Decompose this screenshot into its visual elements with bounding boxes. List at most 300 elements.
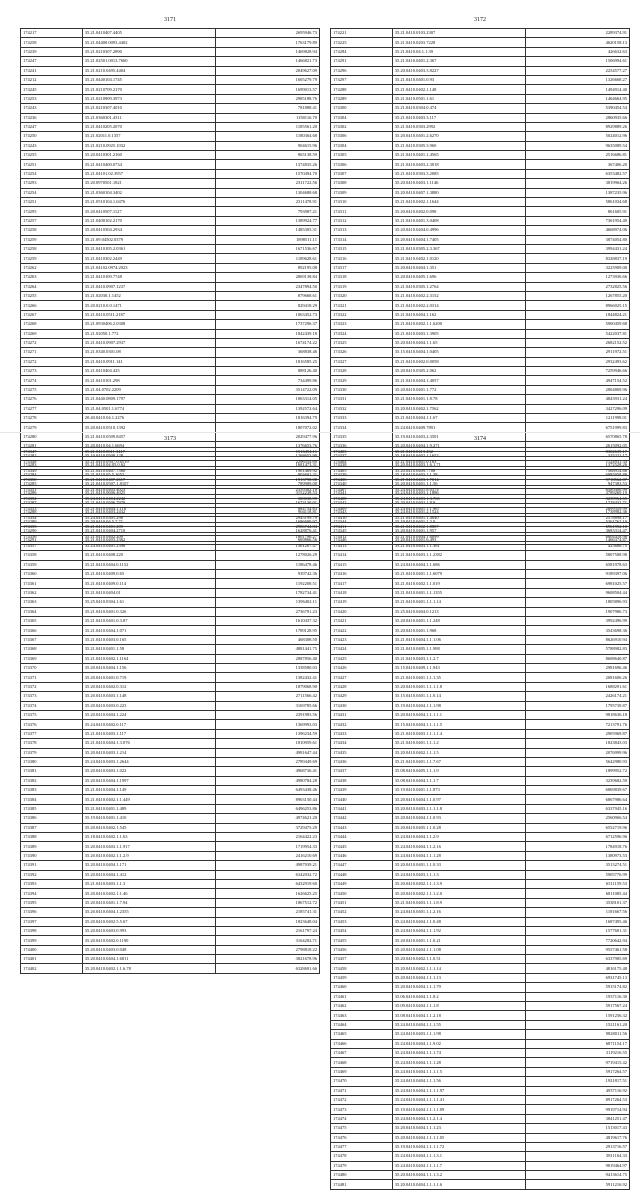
table-row xyxy=(331,132,630,141)
row-amount-cell: 1591256.32 xyxy=(525,1011,629,1020)
row-code-cell: 35.19.0410.0404.1.1.1.1.72 xyxy=(392,1142,525,1151)
table-row xyxy=(21,654,320,663)
row-code-cell: 35.20.0410.0404.0.4996 xyxy=(392,226,525,235)
row-amount-cell: 9608504.44 xyxy=(525,588,629,597)
row-amount-cell: 6496253.86 xyxy=(215,804,319,813)
row-amount-cell: 6353482.57 xyxy=(525,169,629,178)
row-code-cell: 35.21.0410.04.1.1.39 xyxy=(392,47,525,56)
row-id-cell: 174281 xyxy=(21,442,83,451)
row-code-cell: 35.21.0410.0401.1.8.78 xyxy=(392,395,525,404)
row-amount-cell: 5642980.93 xyxy=(525,757,629,766)
row-code-cell: 35.21.0410404.425 xyxy=(82,367,215,376)
row-code-cell: 35.21.0410.0401.1.1.1.14 xyxy=(392,598,525,607)
row-code-cell: 35.21.0410105.2.0361 xyxy=(82,244,215,253)
table-row xyxy=(331,179,630,188)
row-code-cell: 35.21.0410.0403.2432 xyxy=(82,507,215,516)
row-code-cell: 35.24.0410.0404.2242 xyxy=(82,494,215,503)
row-amount-cell: 1844824.21 xyxy=(525,310,629,319)
row-code-cell: 35.20.0410507.1127 xyxy=(82,207,215,216)
table-row xyxy=(331,448,630,457)
row-amount-cell: 5390454.54 xyxy=(525,104,629,113)
row-code-cell: 35.20.0410.0403.1.148 xyxy=(82,692,215,701)
row-code-cell: 35.20.0410.0401.1.1.0.21 xyxy=(392,936,525,945)
table-row xyxy=(331,955,630,964)
row-id-cell: 174473 xyxy=(331,1105,393,1114)
row-code-cell: 35.20.0410.0403.1.1146 xyxy=(392,179,525,188)
row-code-cell: 35.20.0410.0402.0.1190 xyxy=(82,936,215,945)
row-id-cell: 174386 xyxy=(21,814,83,823)
row-id-cell: 174273 xyxy=(21,367,83,376)
table-row xyxy=(331,1171,630,1180)
row-id-cell: 174357 xyxy=(21,541,83,550)
row-id-cell: 174352 xyxy=(21,494,83,503)
table-row xyxy=(331,122,630,131)
row-code-cell: 35.24.0410.0404.1.1.1.1.41 xyxy=(392,1095,525,1104)
row-id-cell: 174454 xyxy=(331,926,393,935)
row-code-cell: 35.21.0410.0404.2710 xyxy=(82,526,215,535)
table-row xyxy=(331,635,630,644)
row-amount-cell: 4819617.76 xyxy=(525,1133,629,1142)
row-id-cell: 174262 xyxy=(21,263,83,272)
row-amount-cell: 2311478.91 xyxy=(215,198,319,207)
row-id-cell: 174481 xyxy=(331,1180,393,1189)
row-amount-cell: 1464664.95 xyxy=(525,94,629,103)
row-code-cell: 35.21.0410.0403.2.3018 xyxy=(392,160,525,169)
row-id-cell: 174467 xyxy=(331,1049,393,1058)
table-row xyxy=(21,833,320,842)
row-amount-cell: 5917567.24 xyxy=(525,1002,629,1011)
row-amount-cell: 1267855.20 xyxy=(525,291,629,300)
row-amount-cell: 2049627.09 xyxy=(215,66,319,75)
row-id-cell: 174335 xyxy=(331,432,393,441)
table-row xyxy=(331,160,630,169)
row-id-cell: 174402 xyxy=(21,964,83,973)
row-amount-cell: 2391983.56 xyxy=(215,710,319,719)
row-code-cell: 35.21.0410.0401.1.1.7.67 xyxy=(392,757,525,766)
row-id-cell: 174391 xyxy=(21,861,83,870)
row-amount-cell: 7568914.66 xyxy=(525,466,629,475)
table-row xyxy=(331,1077,630,1086)
row-id-cell: 174384 xyxy=(21,795,83,804)
row-id-cell: 174247 xyxy=(21,57,83,66)
row-amount-cell: 8966025.15 xyxy=(525,301,629,310)
row-amount-cell: 2254577.27 xyxy=(525,66,629,75)
table-row xyxy=(331,1002,630,1011)
row-code-cell: 35.21.0410.0404.1.116 xyxy=(82,504,215,513)
row-amount-cell: 3164282.71 xyxy=(215,936,319,945)
table-row xyxy=(331,767,630,776)
row-amount-cell: 3683314.47 xyxy=(525,526,629,535)
row-amount-cell: 2081606.26 xyxy=(525,673,629,682)
row-amount-cell: 1192208.51 xyxy=(215,579,319,588)
row-amount-cell: 1369993.03 xyxy=(215,720,319,729)
row-code-cell: 35.21.0410.0305.2.3.367 xyxy=(392,244,525,253)
row-code-cell: 35.20.0410.0403.3.8227 xyxy=(392,66,525,75)
row-amount-cell: 888126.40 xyxy=(215,367,319,376)
row-amount-cell: 3819964.26 xyxy=(525,179,629,188)
row-id-cell: 174387 xyxy=(21,823,83,832)
table-row xyxy=(331,338,630,347)
row-code-cell: 35.24.0410.0404.1.1.1.74 xyxy=(392,1049,525,1058)
row-id-cell: 174447 xyxy=(331,861,393,870)
table-row xyxy=(331,551,630,560)
row-amount-cell: 5905776.99 xyxy=(525,870,629,879)
row-id-cell: 174236 xyxy=(21,113,83,122)
row-code-cell: 35.21.0410.0303.2992 xyxy=(392,122,525,131)
row-amount-cell: 1671536.67 xyxy=(215,244,319,253)
row-amount-cell: 1392572.64 xyxy=(215,404,319,413)
row-code-cell: 35.24.0410.0401.8.0374 xyxy=(392,485,525,494)
row-code-cell: 35.20.0410.0404.1.1.0.93 xyxy=(392,814,525,823)
row-id-cell: 174332 xyxy=(331,404,393,413)
table-row xyxy=(21,85,320,94)
table-row xyxy=(21,367,320,376)
row-amount-cell: 4980784.28 xyxy=(215,776,319,785)
row-code-cell: 35.08.0410.0405.1.1.1.9 xyxy=(392,767,525,776)
row-id-cell: 174212 xyxy=(21,75,83,84)
table-row xyxy=(21,466,320,475)
row-id-cell: 174443 xyxy=(331,823,393,832)
row-code-cell: 35.21.0410.0501.1.61 xyxy=(392,94,525,103)
row-amount-cell: 8963150.44 xyxy=(215,795,319,804)
row-amount-cell: 829418.29 xyxy=(215,301,319,310)
table-row xyxy=(331,29,630,38)
row-amount-cell: 6985958.88 xyxy=(525,470,629,479)
row-code-cell: 35.24.0410.0401.2.1524 xyxy=(392,507,525,516)
row-id-cell: 174409 xyxy=(331,504,393,513)
row-code-cell: 35.21.0410.0409.0.65 xyxy=(82,570,215,579)
table-row xyxy=(331,494,630,503)
row-id-cell: 174385 xyxy=(21,804,83,813)
row-id-cell: 174322 xyxy=(331,310,393,319)
ledger-table xyxy=(330,447,630,1190)
row-amount-cell: 1268653.90 xyxy=(215,451,319,460)
row-id-cell: 174476 xyxy=(331,1133,393,1142)
row-amount-cell: 6581978.63 xyxy=(525,560,629,569)
row-code-cell: 35.20.0210.0.0.1471 xyxy=(82,301,215,310)
row-amount-cell: 2986744.84 xyxy=(215,523,319,532)
row-id-cell: 174376 xyxy=(21,720,83,729)
row-code-cell: 35.24.0410.0402.0.117 xyxy=(82,720,215,729)
row-code-cell: 35.20.0410.0403.0.993 xyxy=(82,926,215,935)
row-code-cell: 35.21.0410.0402.1.0120 xyxy=(392,254,525,263)
row-amount-cell: 1180364.68 xyxy=(215,132,319,141)
row-id-cell: 174339 xyxy=(331,470,393,479)
row-code-cell: 35.20.0410.0403.1.214 xyxy=(82,748,215,757)
row-id-cell: 174258 xyxy=(21,226,83,235)
row-amount-cell: 781888.41 xyxy=(215,104,319,113)
row-id-cell: 174259 xyxy=(21,254,83,263)
row-id-cell: 174293 xyxy=(21,179,83,188)
table-row xyxy=(331,795,630,804)
table-row xyxy=(21,395,320,404)
row-id-cell: 174370 xyxy=(21,663,83,672)
row-amount-cell: 3225909.00 xyxy=(525,263,629,272)
row-id-cell: 174378 xyxy=(21,739,83,748)
row-code-cell: 35.20.0410.0404.1.1.1.79 xyxy=(392,983,525,992)
row-amount-cell: 7259946.66 xyxy=(525,367,629,376)
row-code-cell: 35.20.0410301.2160 xyxy=(82,151,215,160)
table-row xyxy=(21,513,320,522)
row-code-cell: 35.21.0410.0402.1.8807 xyxy=(392,523,525,532)
row-amount-cell: 2732825.56 xyxy=(525,282,629,291)
row-amount-cell: 6493438.46 xyxy=(215,786,319,795)
row-amount-cell: 2789449.69 xyxy=(215,757,319,766)
row-code-cell: 35.15.0410.0404.1.0405 xyxy=(392,348,525,357)
row-code-cell: 35.20.0410.0403.1.022 xyxy=(82,767,215,776)
table-row xyxy=(331,414,630,423)
row-code-cell: 35.24.0410.0404.1.1.0.48 xyxy=(392,917,525,926)
table-row xyxy=(21,889,320,898)
row-code-cell: 35.24.0410.0404.1.1.1.28 xyxy=(392,851,525,860)
row-amount-cell: 5917264.57 xyxy=(525,1067,629,1076)
table-row xyxy=(21,404,320,413)
table-row xyxy=(331,720,630,729)
row-code-cell: 35.20.0410.0405.1.696 xyxy=(392,273,525,282)
row-code-cell: 35.24.0410.0401.1.1.2.16 xyxy=(392,908,525,917)
row-code-cell: 35.21.0410.0611.3417 xyxy=(82,448,215,457)
row-amount-cell: 1516494.11 xyxy=(215,448,319,457)
row-amount-cell: 2164422.23 xyxy=(215,833,319,842)
row-id-cell: 174462 xyxy=(331,1002,393,1011)
table-row xyxy=(331,757,630,766)
row-id-cell: 174374 xyxy=(21,701,83,710)
table-row xyxy=(21,169,320,178)
row-id-cell: 174435 xyxy=(331,748,393,757)
row-amount-cell: 1278026.29 xyxy=(215,551,319,560)
row-id-cell: 174285 xyxy=(21,479,83,488)
row-code-cell: 35.21.0410.0401.1.4040 xyxy=(392,513,525,522)
row-amount-cell: 6511159.53 xyxy=(525,879,629,888)
table-row xyxy=(331,588,630,597)
table-row xyxy=(21,254,320,263)
table-row xyxy=(21,476,320,485)
row-code-cell: 35.20.0410.0510.1392 xyxy=(82,423,215,432)
row-id-cell: 174269 xyxy=(21,329,83,338)
row-id-cell: 174257 xyxy=(21,216,83,225)
row-code-cell: 35.20.0410.0404.1.1.1.13 xyxy=(392,973,525,982)
row-amount-cell: 2416210.69 xyxy=(215,851,319,860)
row-amount-cell: 879668.61 xyxy=(215,291,319,300)
row-id-cell: 174419 xyxy=(331,598,393,607)
table-row xyxy=(331,310,630,319)
row-id-cell: 174460 xyxy=(331,983,393,992)
row-id-cell: 174477 xyxy=(331,1142,393,1151)
row-code-cell: 35.24.0410.0404.1.1.9.02 xyxy=(392,1039,525,1048)
table-row xyxy=(331,291,630,300)
table-row xyxy=(21,235,320,244)
row-code-cell: 35.09.0410.0404.1.1.1.8 xyxy=(392,1002,525,1011)
table-row xyxy=(331,457,630,466)
row-id-cell: 174348 xyxy=(21,457,83,466)
row-code-cell: 35.21.0410.0402.1.1.019 xyxy=(392,579,525,588)
row-amount-cell: 3119216.55 xyxy=(525,1049,629,1058)
row-amount-cell: 9819464.97 xyxy=(525,1161,629,1170)
row-code-cell: 35.21.0210909.3973 xyxy=(82,94,215,103)
row-id-cell: 174267 xyxy=(21,310,83,319)
row-id-cell: 174341 xyxy=(331,489,393,498)
row-code-cell: 35.21.0410.0401.2.367 xyxy=(392,57,525,66)
row-id-cell: 174428 xyxy=(331,682,393,691)
row-amount-cell: 367406.20 xyxy=(525,160,629,169)
row-code-cell: 35.20.0410.0404.1.351 xyxy=(392,263,525,272)
table-row xyxy=(21,448,320,457)
row-id-cell: 174304 xyxy=(331,141,393,150)
table-row xyxy=(331,964,630,973)
row-amount-cell: 3992496.99 xyxy=(525,617,629,626)
row-code-cell: 35.21.0410.0509.8457 xyxy=(82,432,215,441)
row-id-cell: 174324 xyxy=(331,329,393,338)
table-row xyxy=(331,1049,630,1058)
row-id-cell: 174312 xyxy=(331,216,393,225)
row-id-cell: 174450 xyxy=(331,889,393,898)
row-code-cell: 35.20.0410.0402.1.1.46 xyxy=(82,889,215,898)
row-id-cell: 174263 xyxy=(21,273,83,282)
table-row xyxy=(21,132,320,141)
row-amount-cell: 3543698.36 xyxy=(525,626,629,635)
row-code-cell: 35.20.0410.0403.1.1.917 xyxy=(82,842,215,851)
table-row xyxy=(21,588,320,597)
row-id-cell: 174296 xyxy=(331,66,393,75)
row-code-cell: 35.20.0410.0404.1.171 xyxy=(82,861,215,870)
row-id-cell: 174321 xyxy=(331,301,393,310)
row-amount-cell: 2615092.05 xyxy=(525,442,629,451)
row-code-cell: 35.20.0410.0305.2.062 xyxy=(392,367,525,376)
row-id-cell: 174416 xyxy=(331,570,393,579)
row-amount-cell: 3169785.66 xyxy=(215,701,319,710)
row-amount-cell: 2932493.62 xyxy=(525,357,629,366)
row-amount-cell: 5361762.10 xyxy=(525,517,629,526)
row-code-cell: 35.24.0410.0404.1.1.1.1.5 xyxy=(392,1067,525,1076)
table-row xyxy=(21,617,320,626)
row-code-cell: 35.21.0410.0404.0.1152 xyxy=(82,560,215,569)
table-row xyxy=(331,47,630,56)
row-code-cell: 35.21.09.04502.0379 xyxy=(82,235,215,244)
row-id-cell: 174377 xyxy=(21,729,83,738)
row-amount-cell: 1867512.72 xyxy=(215,898,319,907)
row-code-cell: 35.21.0410.0401.1.4565 xyxy=(392,151,525,160)
row-id-cell: 174389 xyxy=(21,842,83,851)
row-code-cell: 35.20.0410.0403.0.048 xyxy=(82,945,215,954)
table-row xyxy=(331,673,630,682)
row-code-cell: 35.20.0410.0401.0.719 xyxy=(82,673,215,682)
row-id-cell: 174401 xyxy=(21,955,83,964)
row-amount-cell: 9413614.75 xyxy=(525,1171,629,1180)
table-row xyxy=(331,936,630,945)
row-id-cell: 174308 xyxy=(331,179,393,188)
row-code-cell: 35.20.0410.0404.1.1997 xyxy=(82,776,215,785)
row-amount-cell: 7213791.76 xyxy=(525,720,629,729)
row-code-cell: 35.21.0410407.4405 xyxy=(82,29,215,38)
table-row xyxy=(331,254,630,263)
table-row xyxy=(21,823,320,832)
row-amount-cell: 6869839.67 xyxy=(525,786,629,795)
row-amount-cell: 4968736.41 xyxy=(215,767,319,776)
row-amount-cell: 3538101.37 xyxy=(525,898,629,907)
row-code-cell: 35.21.0410.0402.1.148 xyxy=(392,85,525,94)
row-amount-cell: 1396234.59 xyxy=(215,729,319,738)
table-row xyxy=(331,113,630,122)
row-amount-cell: 8929889.26 xyxy=(525,122,629,131)
row-id-cell: 174455 xyxy=(331,936,393,945)
table-row xyxy=(21,682,320,691)
table-row xyxy=(331,207,630,216)
table-row xyxy=(331,1152,630,1161)
row-code-cell: 35.10.0410.0508.128 xyxy=(82,451,215,460)
row-code-cell: 35.21.0410.0401.0.3.87 xyxy=(82,617,215,626)
table-row xyxy=(331,66,630,75)
row-code-cell: 35.21.0410.0401.3.0408 xyxy=(392,216,525,225)
row-id-cell: 174414 xyxy=(331,551,393,560)
row-amount-cell: 2945199.79 xyxy=(215,513,319,522)
row-code-cell: 35.20.0410.0404.1.9.271 xyxy=(392,442,525,451)
row-id-cell: 174253 xyxy=(21,94,83,103)
row-amount-cell: 5911216.92 xyxy=(525,1180,629,1189)
row-id-cell: 174295 xyxy=(21,207,83,216)
row-id-cell: 174259 xyxy=(21,235,83,244)
table-row xyxy=(331,75,630,84)
table-row xyxy=(21,485,320,494)
row-code-cell: 35.21.0410.0404.1.4057 xyxy=(392,376,525,385)
row-amount-cell: 1807072.02 xyxy=(215,423,319,432)
row-amount-cell: 2981696.46 xyxy=(525,663,629,672)
table-row xyxy=(21,964,320,973)
row-code-cell: 35.20.0410.0404.1.1.1.08 xyxy=(392,945,525,954)
row-code-cell: 35.21.02011.0.1357 xyxy=(82,132,215,141)
row-code-cell: 35.24.0410.0404.1.1.1.28 xyxy=(392,1058,525,1067)
row-amount-cell: 669866.56 xyxy=(215,536,319,545)
table-row xyxy=(331,560,630,569)
row-id-cell: 174448 xyxy=(331,870,393,879)
row-code-cell: 35.20.0410.0401.1.772 xyxy=(392,385,525,394)
row-id-cell: 174280 xyxy=(21,432,83,441)
table-row xyxy=(331,851,630,860)
row-code-cell: 35.24.0410.0403.1.1.1.3 xyxy=(392,870,525,879)
table-row xyxy=(21,739,320,748)
table-row xyxy=(331,861,630,870)
row-code-cell: 35.21.0410.0402.2.0314 xyxy=(392,301,525,310)
table-row xyxy=(331,532,630,541)
row-code-cell: 35.20.0410.04.5.7.71 xyxy=(82,517,215,526)
table-row xyxy=(331,729,630,738)
row-id-cell: 174254 xyxy=(21,169,83,178)
row-id-cell: 174297 xyxy=(331,75,393,84)
row-code-cell: 35.21.0410.05.5.1653 xyxy=(82,470,215,479)
row-amount-cell: 1913798.08 xyxy=(215,476,319,485)
row-code-cell: 35.21.0410.0404.1.3.076 xyxy=(82,739,215,748)
row-id-cell: 174358 xyxy=(21,551,83,560)
row-code-cell: 35.20.0410.0402.0.098 xyxy=(392,207,525,216)
table-row xyxy=(21,291,320,300)
row-id-cell: 174277 xyxy=(21,404,83,413)
row-code-cell: 35.21.0410.0402.1.1.6200 xyxy=(392,320,525,329)
row-id-cell: 174300 xyxy=(331,104,393,113)
table-row xyxy=(331,1086,630,1095)
row-code-cell: 35.08.0410.0404.1.1.1.7 xyxy=(392,776,525,785)
row-code-cell: 35.18.0410.0403.1.1.38 xyxy=(392,470,525,479)
table-row xyxy=(21,720,320,729)
row-amount-cell: 4620158.13 xyxy=(525,38,629,47)
table-row xyxy=(21,804,320,813)
table-row xyxy=(21,842,320,851)
row-amount-cell: 1921817.51 xyxy=(525,1077,629,1086)
row-amount-cell: 6871154.17 xyxy=(525,1039,629,1048)
row-id-cell: 174373 xyxy=(21,692,83,701)
row-amount-cell: 4947154.52 xyxy=(525,376,629,385)
row-amount-cell: 1605279.79 xyxy=(215,75,319,84)
table-row xyxy=(331,570,630,579)
row-id-cell: 174278 xyxy=(21,414,83,423)
